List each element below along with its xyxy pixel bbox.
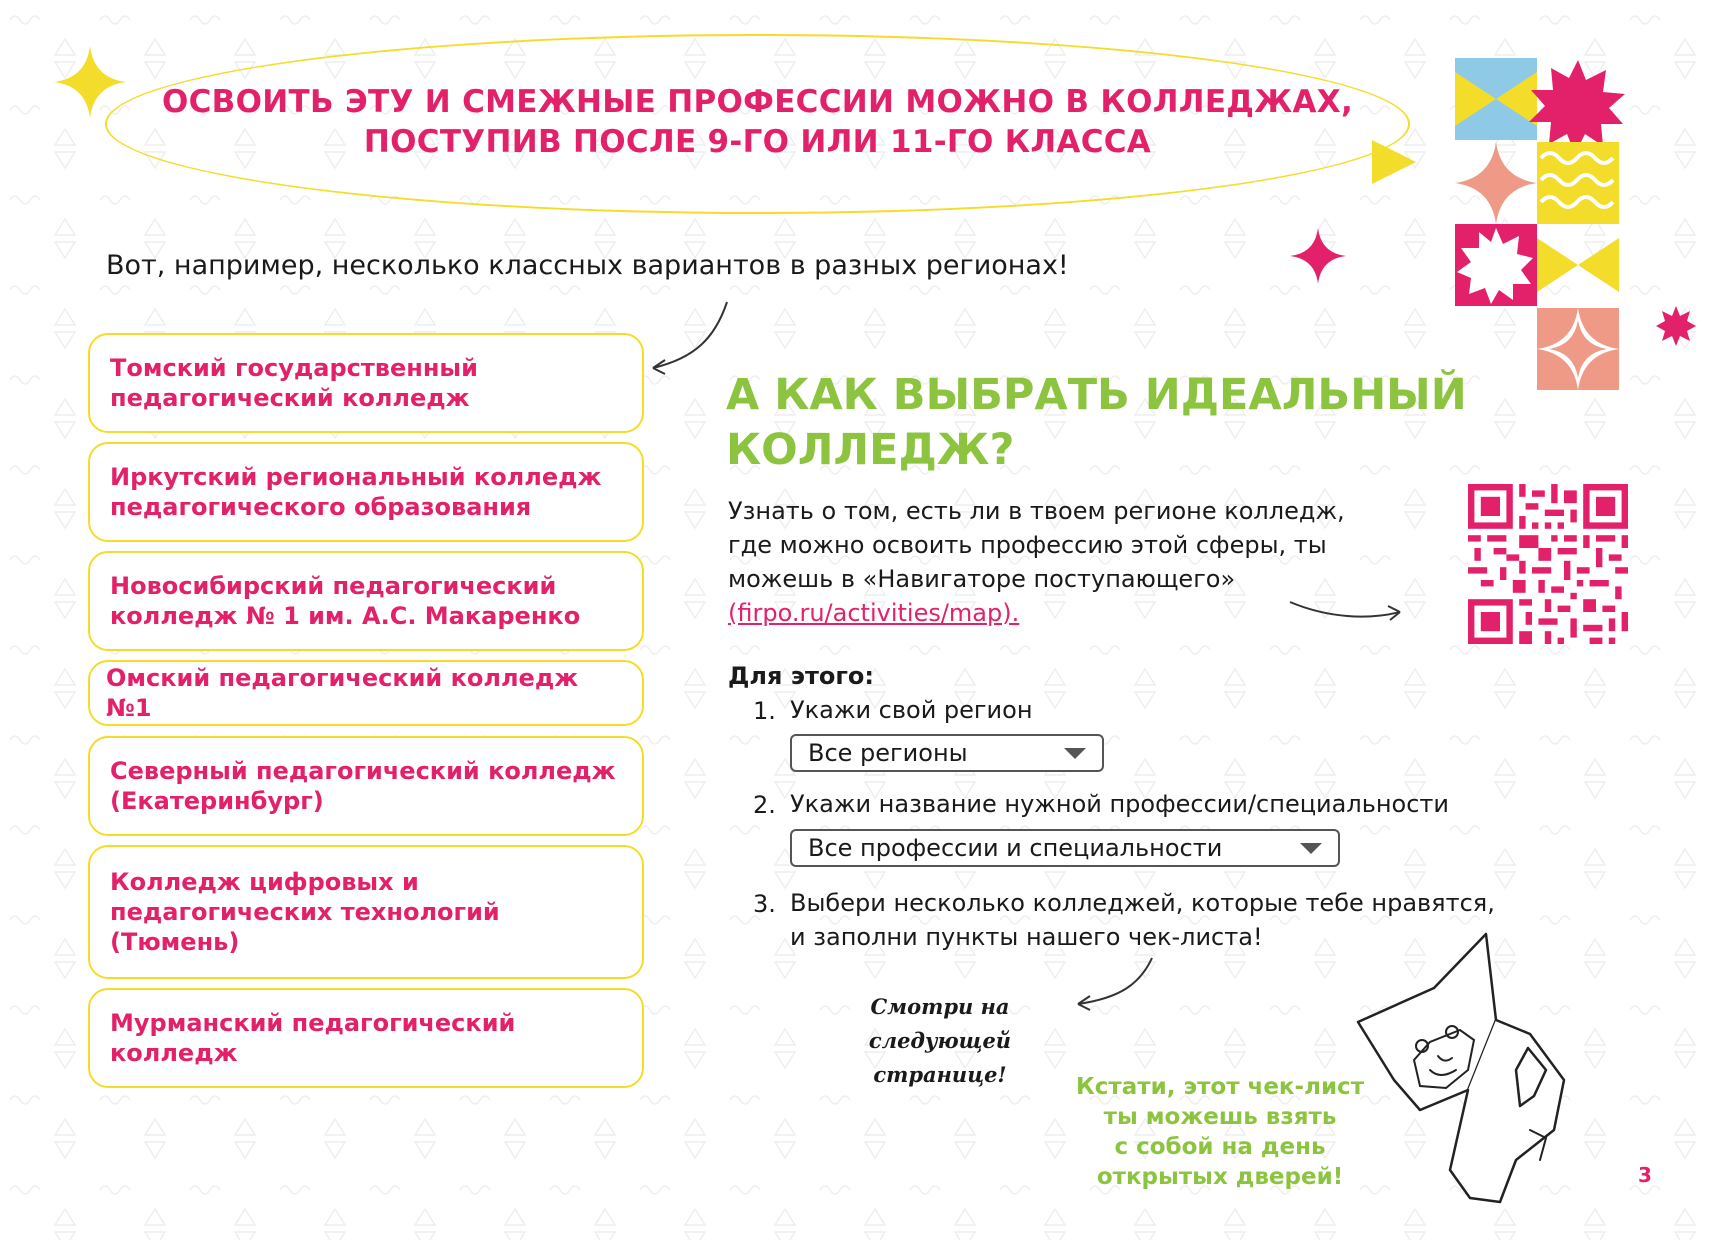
intro-text: Вот, например, несколько классных вариантов в разных регионах! bbox=[106, 250, 1069, 281]
college-name: колледж № 1 им. А.С. Макаренко bbox=[110, 602, 581, 630]
arrow-to-qr-icon bbox=[1288, 594, 1408, 630]
page-number: 3 bbox=[1638, 1163, 1652, 1187]
college-name: Новосибирский педагогический bbox=[110, 572, 557, 600]
college-name: (Екатеринбург) bbox=[110, 787, 324, 815]
qr-code-icon[interactable] bbox=[1468, 484, 1628, 644]
see-next-page-note: Смотри на следующей странице! bbox=[868, 994, 1012, 1087]
steps-title: Для этого: bbox=[728, 662, 874, 690]
chevron-down-icon bbox=[1064, 748, 1086, 759]
section-title: А КАК ВЫБРАТЬ ИДЕАЛЬНЫЙ КОЛЛЕДЖ? bbox=[726, 370, 1467, 475]
decorative-mosaic bbox=[1455, 58, 1705, 398]
college-name: педагогических технологий bbox=[110, 898, 500, 926]
college-name: Северный педагогический колледж bbox=[110, 757, 616, 785]
step-number: 1. bbox=[753, 697, 776, 725]
arrow-to-note-icon bbox=[1070, 954, 1160, 1014]
college-name: Иркутский региональный колледж bbox=[110, 463, 602, 491]
college-card-novosibirsk bbox=[88, 551, 644, 651]
chevron-down-icon bbox=[1300, 843, 1322, 854]
college-name: Мурманский педагогический bbox=[110, 1009, 516, 1037]
profession-select-value: Все профессии и специальности bbox=[808, 834, 1223, 862]
profession-select[interactable] bbox=[790, 829, 1340, 867]
navigator-link[interactable]: (firpo.ru/activities/map). bbox=[728, 599, 1020, 627]
checklist-tip: Кстати, этот чек-лист ты можешь взять с собой на день открытых дверей! bbox=[1075, 1074, 1365, 1190]
college-card-irkutsk bbox=[88, 442, 644, 542]
step-text: Укажи название нужной профессии/специальности bbox=[790, 790, 1449, 818]
cat-mascot-illustration bbox=[1350, 930, 1610, 1210]
region-select-value: Все регионы bbox=[808, 739, 968, 767]
college-name: Колледж цифровых и bbox=[110, 868, 419, 896]
curved-arrow-icon bbox=[645, 298, 735, 378]
navigator-paragraph: Узнать о том, есть ли в твоем регионе колледж, где можно освоить профессию этой сферы, ты можешь в «Навигаторе поступающего» (firpo.ru/activities/map). bbox=[728, 494, 1378, 630]
pink-starburst-icon bbox=[1656, 306, 1696, 346]
college-card-ekaterinburg bbox=[88, 736, 644, 836]
region-select[interactable] bbox=[790, 734, 1104, 772]
college-card-omsk bbox=[88, 660, 644, 726]
college-card-tyumen bbox=[88, 845, 644, 979]
step-number: 3. bbox=[753, 890, 776, 918]
college-name: Омский педагогический колледж №1 bbox=[106, 664, 579, 722]
step-text: Укажи свой регион bbox=[790, 696, 1033, 724]
header-title: ОСВОИТЬ ЭТУ И СМЕЖНЫЕ ПРОФЕССИИ МОЖНО В КОЛЛЕДЖАХ, ПОСТУПИВ ПОСЛЕ 9-ГО ИЛИ 11-ГО КЛАССА bbox=[161, 84, 1354, 160]
college-name: педагогический колледж bbox=[110, 384, 470, 412]
pink-sparkle-icon bbox=[1290, 228, 1346, 284]
college-name: колледж bbox=[110, 1039, 238, 1067]
college-card-murmansk bbox=[88, 988, 644, 1088]
college-name: Томский государственный bbox=[110, 354, 478, 382]
college-card-tomsk bbox=[88, 333, 644, 433]
step-number: 2. bbox=[753, 791, 776, 819]
step-text: Выбери несколько колледжей, которые тебе нравятся, и заполни пункты нашего чек-листа! bbox=[790, 889, 1495, 951]
college-name: (Тюмень) bbox=[110, 928, 240, 956]
college-name: педагогического образования bbox=[110, 493, 532, 521]
